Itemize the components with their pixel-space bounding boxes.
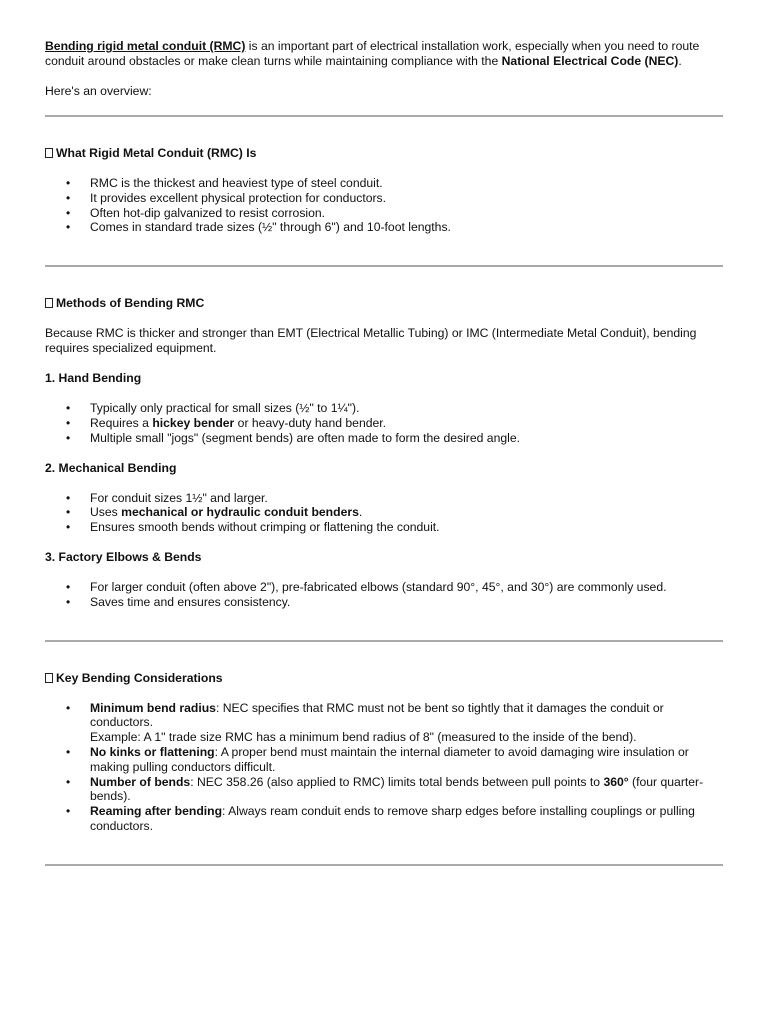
item-bold: Minimum bend radius bbox=[90, 700, 216, 715]
item-text: : A proper bend must maintain the internal diameter to avoid damaging wire insulation or making pulling conductors difficult. bbox=[90, 744, 689, 774]
divider bbox=[45, 864, 723, 866]
document-page bbox=[45, 0, 723, 866]
item-bold: hickey bender bbox=[152, 415, 235, 430]
section-title-text: Methods of Bending RMC bbox=[56, 296, 205, 311]
overview-line: Here's an overview: bbox=[45, 84, 152, 98]
square-glyph-icon bbox=[45, 673, 53, 683]
subheading-hand-bending: 1. Hand Bending bbox=[45, 371, 142, 386]
section-title bbox=[45, 146, 723, 161]
nec-bold: National Electrical Code (NEC) bbox=[501, 54, 679, 68]
section-title bbox=[45, 671, 723, 686]
bullet-list bbox=[45, 580, 723, 610]
list-item bbox=[90, 745, 723, 775]
subheading-factory-elbows: 3. Factory Elbows & Bends bbox=[45, 549, 202, 564]
item-text: : Always ream conduit ends to remove sharp edges before installing couplings or pulling conductors. bbox=[90, 804, 695, 833]
intro-text-a: is an important part of electrical installation work, especially when you need to route conduit around obstacles or make clean turns while maintaining compliance with the bbox=[45, 39, 700, 68]
item-text: : NEC 358.26 (also applied to RMC) limits total bends between pull points to bbox=[190, 774, 604, 789]
item-text: Uses bbox=[90, 505, 122, 520]
item-text: Requires a bbox=[90, 415, 153, 430]
methods-intro: Because RMC is thicker and stronger than EMT (Electrical Metallic Tubing) or IMC (Intermediate Metal Conduit), bending requires specialized equipment. bbox=[45, 326, 697, 356]
intro-paragraph bbox=[45, 39, 723, 69]
list-item bbox=[90, 505, 723, 520]
section-considerations bbox=[45, 642, 723, 864]
list-item: • Saves time and ensures consistency. bbox=[90, 595, 723, 610]
bullet-list bbox=[45, 491, 723, 535]
bullet-list bbox=[45, 701, 723, 834]
list-item: • Multiple small "jogs" (segment bends) are often made to form the desired angle. bbox=[90, 431, 723, 446]
item-text: or heavy-duty hand bender. bbox=[234, 415, 387, 430]
item-text: : NEC specifies that RMC must not be bent so tightly that it damages the conduit or conductors. bbox=[90, 700, 664, 730]
item-text: (four quarter-bends). bbox=[90, 774, 704, 804]
section-what-is bbox=[45, 117, 723, 265]
item-bold: No kinks or flattening bbox=[90, 744, 215, 759]
bullet-list bbox=[45, 176, 723, 235]
square-glyph-icon bbox=[45, 148, 53, 158]
list-item bbox=[90, 804, 723, 834]
section-title-text: What Rigid Metal Conduit (RMC) Is bbox=[56, 146, 257, 160]
section-title-text: Key Bending Considerations bbox=[56, 670, 223, 685]
list-item bbox=[90, 701, 723, 745]
list-item: • RMC is the thickest and heaviest type of steel conduit. bbox=[90, 176, 723, 191]
square-glyph-icon bbox=[45, 298, 53, 308]
list-item: • Typically only practical for small sizes (½" to 1¼"). bbox=[90, 401, 723, 416]
item-bold: Reaming after bending bbox=[90, 804, 223, 819]
item-bold: 360° bbox=[603, 774, 629, 789]
list-item bbox=[90, 775, 723, 805]
rmc-link[interactable]: Bending rigid metal conduit (RMC) bbox=[45, 39, 246, 53]
item-bold: mechanical or hydraulic conduit benders bbox=[121, 505, 359, 520]
intro-text-b: . bbox=[678, 54, 682, 68]
item-text: . bbox=[358, 505, 363, 520]
list-item: • For conduit sizes 1½" and larger. bbox=[90, 491, 723, 506]
section-methods bbox=[45, 267, 723, 639]
item-bold: Number of bends bbox=[90, 774, 191, 789]
list-item: • Often hot-dip galvanized to resist corrosion. bbox=[90, 206, 723, 221]
bullet-list bbox=[45, 401, 723, 445]
list-item bbox=[90, 416, 723, 431]
list-item: • Comes in standard trade sizes (½" through 6") and 10-foot lengths. bbox=[90, 220, 723, 235]
section-title bbox=[45, 296, 723, 311]
list-item: • Ensures smooth bends without crimping or flattening the conduit. bbox=[90, 520, 723, 535]
item-example: Example: A 1" trade size RMC has a minimum bend radius of 8" (measured to the inside of the bend). bbox=[90, 730, 637, 745]
list-item: • It provides excellent physical protection for conductors. bbox=[90, 191, 723, 206]
list-item: • For larger conduit (often above 2"), pre-fabricated elbows (standard 90°, 45°, and 30°) are commonly used. bbox=[90, 580, 723, 595]
subheading-mechanical-bending: 2. Mechanical Bending bbox=[45, 460, 177, 475]
